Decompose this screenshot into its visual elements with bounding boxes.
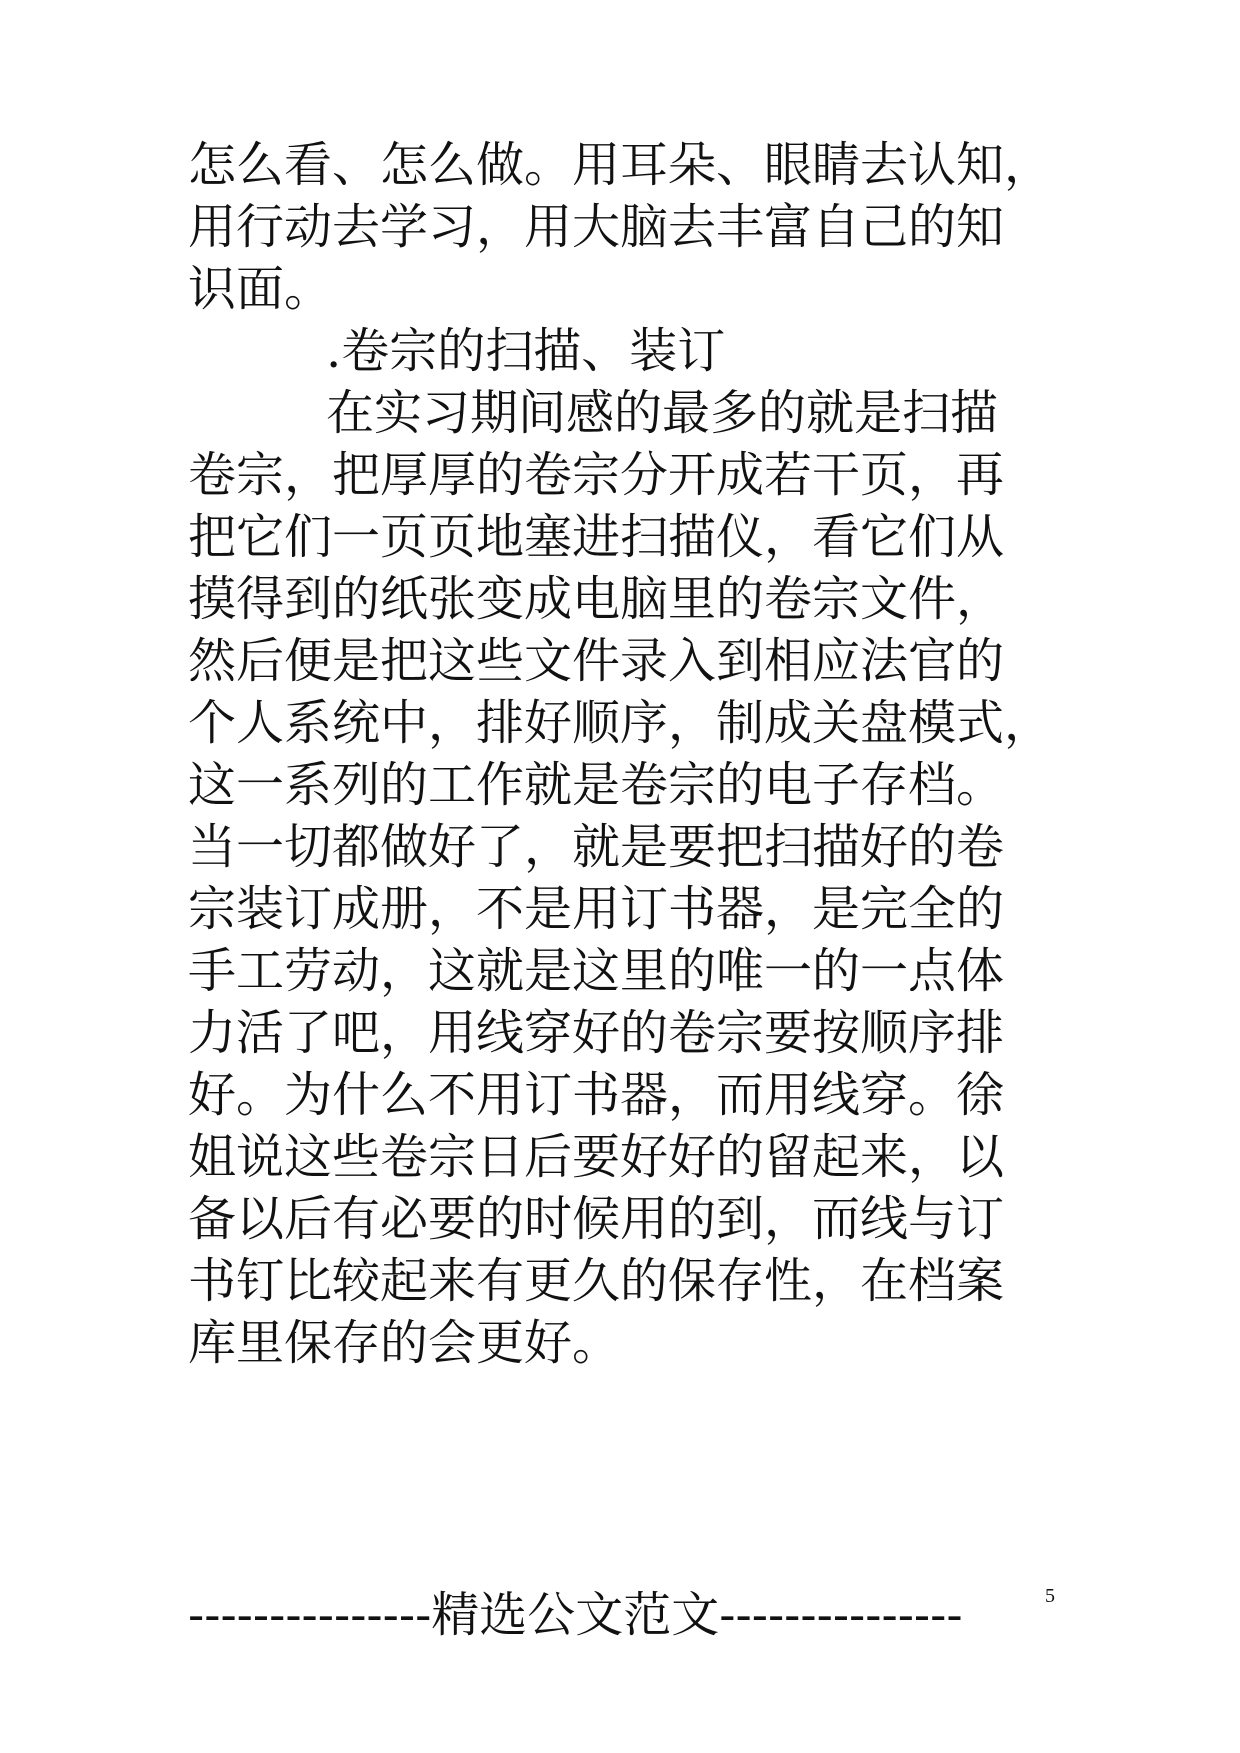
body-line: 书钉比较起来有更久的保存性，在档案 xyxy=(188,1253,1005,1309)
body-line: 力活了吧，用线穿好的卷宗要按顺序排 xyxy=(188,1005,1005,1061)
page-number: 5 xyxy=(1045,1585,1055,1607)
body-line: 姐说这些卷宗日后要好好的留起来，以 xyxy=(188,1129,1005,1185)
body-line: 识面。 xyxy=(188,261,333,317)
footer-text: ---------------精选公文范文--------------- xyxy=(188,1587,963,1643)
body-line: 好。为什么不用订书器，而用线穿。徐 xyxy=(188,1067,1005,1123)
body-line: 当一切都做好了，就是要把扫描好的卷 xyxy=(188,819,1005,875)
body-line: 宗装订成册，不是用订书器，是完全的 xyxy=(188,881,1005,937)
body-line: 备以后有必要的时候用的到，而线与订 xyxy=(188,1191,1005,1247)
body-line: 个人系统中，排好顺序，制成关盘模式， xyxy=(188,695,1053,751)
body-line: 这一系列的工作就是卷宗的电子存档。 xyxy=(188,757,1005,813)
section-heading: .卷宗的扫描、装订 xyxy=(326,323,726,379)
body-line: 手工劳动，这就是这里的唯一的一点体 xyxy=(188,943,1005,999)
body-line: 卷宗，把厚厚的卷宗分开成若干页，再 xyxy=(188,447,1005,503)
body-line: 库里保存的会更好。 xyxy=(188,1315,621,1371)
body-line: 在实习期间感的最多的就是扫描 xyxy=(326,385,999,441)
body-line: 用行动去学习，用大脑去丰富自己的知 xyxy=(188,199,1005,255)
body-line: 怎么看、怎么做。用耳朵、眼睛去认知， xyxy=(188,137,1053,193)
body-line: 把它们一页页地塞进扫描仪，看它们从 xyxy=(188,509,1005,565)
body-line: 然后便是把这些文件录入到相应法官的 xyxy=(188,633,1005,689)
body-line: 摸得到的纸张变成电脑里的卷宗文件， xyxy=(188,571,1005,627)
